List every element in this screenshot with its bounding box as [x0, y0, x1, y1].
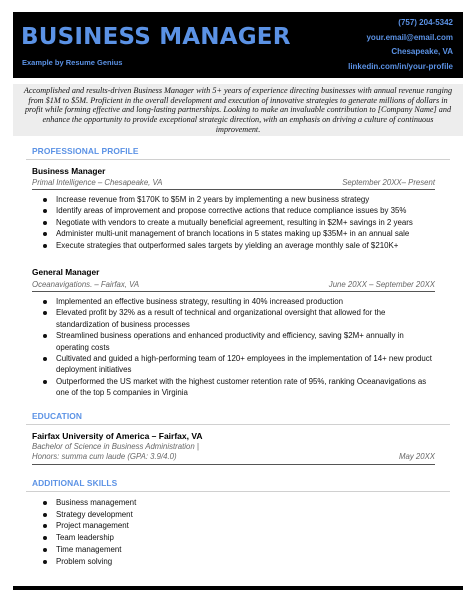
education-honors: Honors: summa cum laude (GPA: 3.9/4.0): [32, 452, 177, 461]
education-date: May 20XX: [399, 452, 435, 461]
section-divider: [26, 491, 450, 492]
section-title-profile: PROFESSIONAL PROFILE: [32, 146, 139, 156]
contact-linkedin: linkedin.com/in/your-profile: [348, 61, 453, 71]
list-item: Project management: [56, 520, 306, 532]
education-meta: [32, 442, 435, 462]
list-item: Cultivated and guided a high-performing team of 120+ employees in the implementation of 14+ new product deployment initiatives: [56, 353, 436, 376]
education-divider: [32, 464, 435, 465]
job-company: Oceanavigations. – Fairfax, VA: [32, 280, 140, 289]
list-item: Elevated profit by 32% as a result of technical and organizational oversight that allowed for the standardization of business processes: [56, 307, 436, 330]
education-school: Fairfax University of America – Fairfax, VA: [32, 431, 203, 441]
job-bullets: [56, 194, 436, 251]
list-item: Negotiate with vendors to create a mutually beneficial agreement, resulting in $2M+ savings in 2 years: [56, 217, 436, 228]
contact-email: your.email@email.com: [366, 32, 453, 42]
contact-phone: (757) 204-5342: [398, 18, 453, 27]
job-divider: [32, 189, 435, 190]
section-title-education: EDUCATION: [32, 411, 83, 421]
contact-block: [348, 16, 453, 74]
resume-name: BUSINESS MANAGER: [21, 24, 291, 50]
job-title: General Manager: [32, 267, 100, 277]
list-item: Team leadership: [56, 532, 306, 544]
section-title-skills: ADDITIONAL SKILLS: [32, 478, 118, 488]
resume-byline: Example by Resume Genius: [22, 58, 123, 67]
list-item: Identify areas of improvement and propose corrective actions that reduce compliance issues by 35%: [56, 205, 436, 216]
job-bullets: [56, 296, 436, 399]
list-item: Time management: [56, 544, 306, 556]
education-degree: Bachelor of Science in Business Administration |: [32, 442, 199, 451]
list-item: Increase revenue from $170K to $5M in 2 years by implementing a new business strategy: [56, 194, 436, 205]
list-item: Administer multi-unit management of branch locations in 5 states making up $35M+ in an annual sale: [56, 228, 436, 239]
section-divider: [26, 159, 450, 160]
job-divider: [32, 291, 435, 292]
resume-header: [13, 12, 463, 78]
footer-bar: [13, 586, 463, 590]
list-item: Implemented an effective business strategy, resulting in 40% increased production: [56, 296, 436, 307]
section-divider: [26, 424, 450, 425]
list-item: Problem solving: [56, 556, 306, 568]
skills-list: [56, 497, 306, 567]
summary-box: Accomplished and results-driven Business Manager with 5+ years of experience directing businesses with annual revenue ranging from $1M to $5M. Proficient in the overall development and execution of innovative strategies to generate millions of dollars in profit while forming effective and long-lasting partnerships. Looking to make an invaluable contribution to [Company Name] and enhance the opportunity to provide exceptional strategic direction, with an emphasis on driving a culture of continuous improvement.: [13, 84, 463, 136]
job-dates: June 20XX – September 20XX: [328, 280, 435, 289]
job-dates: September 20XX– Present: [342, 178, 435, 187]
job-title: Business Manager: [32, 166, 106, 176]
job-company: Primal Intelligence – Chesapeake, VA: [32, 178, 163, 187]
contact-location: Chesapeake, VA: [391, 47, 453, 56]
list-item: Outperformed the US market with the highest customer retention rate of 95%, ranking Oceanavigations as one of the top 5 companies in Virginia: [56, 376, 436, 399]
list-item: Streamlined business operations and enhanced productivity and efficiency, saving $2M+ annually in operating costs: [56, 330, 436, 353]
list-item: Execute strategies that outperformed sales targets by yielding an average monthly sale of $210K+: [56, 240, 436, 251]
list-item: Strategy development: [56, 509, 306, 521]
list-item: Business management: [56, 497, 306, 509]
